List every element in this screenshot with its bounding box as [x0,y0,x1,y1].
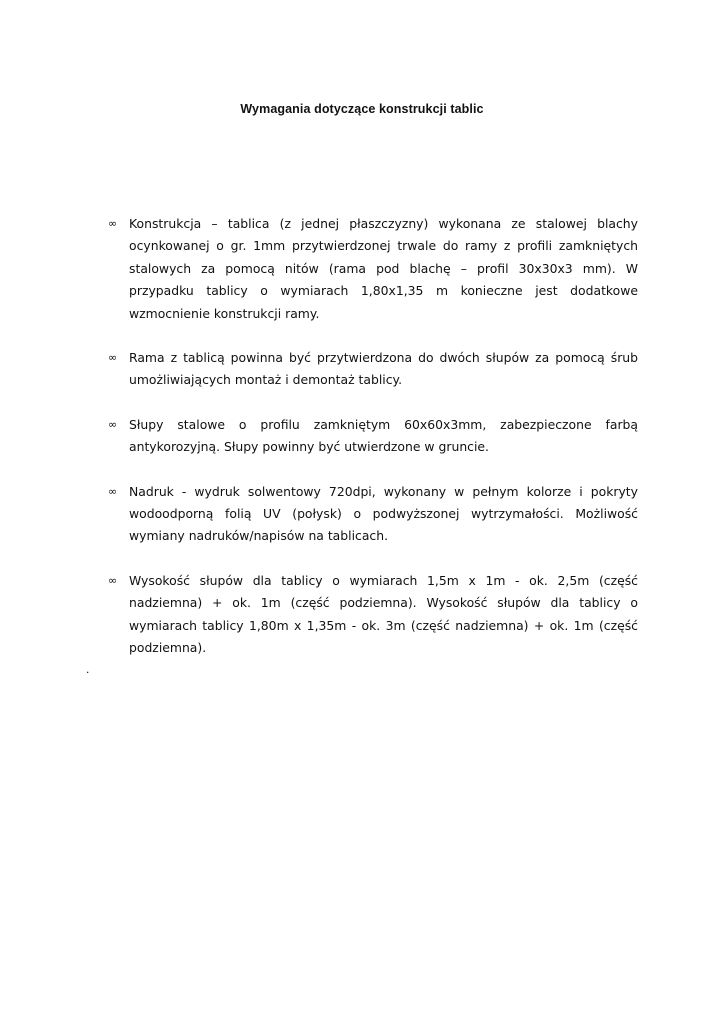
infinity-bullet-icon: ∞ [108,217,118,230]
trailing-period: . [86,662,90,676]
infinity-bullet-icon: ∞ [108,417,118,431]
infinity-bullet-icon: ∞ [108,351,118,365]
list-item-text: Rama z tablicą powinna być przytwierdzona do dwóch słupów za pomocą śrub umożliwiających montaż i demontaż tablicy. [129,350,638,388]
list-item-text: Wysokość słupów dla tablicy o wymiarach 1,5m x 1m - ok. 2,5m (część nadziemna) + ok. 1m (część podziemna). Wysokość słupów dla tablicy o wymiarach tablicy 1,80m x 1,35m - ok. 3m (część nadziemna) + ok. 1m (część podziemna). [129,572,638,656]
list-item-text: Konstrukcja – tablica (z jednej płaszczyzny) wykonana ze stalowej blachy ocynkowanej o gr. 1mm przytwierdzonej trwale do ramy z profili zamkniętych stalowych za pomocą nitów (rama pod blachę – profil 30x30x3 mm). W przypadku tablicy o wymiarach 1,80x1,35 m konieczne jest dodatkowe wzmocnienie konstrukcji ramy. [129,216,638,321]
list-item [108,570,638,660]
list-item [108,481,638,548]
list-item [108,347,638,392]
list-item [108,414,638,459]
requirements-list [108,213,638,682]
infinity-bullet-icon: ∞ [108,484,118,498]
list-item-text: Nadruk - wydruk solwentowy 720dpi, wykonany w pełnym kolorze i pokryty wodoodporną folią UV (połysk) o podwyższonej wytrzymałości. Możliwość wymiany nadruków/napisów na tablicach. [129,483,638,544]
list-item-text: Słupy stalowe o profilu zamkniętym 60x60x3mm, zabezpieczone farbą antykorozyjną. Słupy powinny być utwierdzone w gruncie. [129,416,638,455]
list-item [108,213,638,325]
infinity-bullet-icon: ∞ [108,573,118,587]
document-title: Wymagania dotyczące konstrukcji tablic [240,102,484,116]
